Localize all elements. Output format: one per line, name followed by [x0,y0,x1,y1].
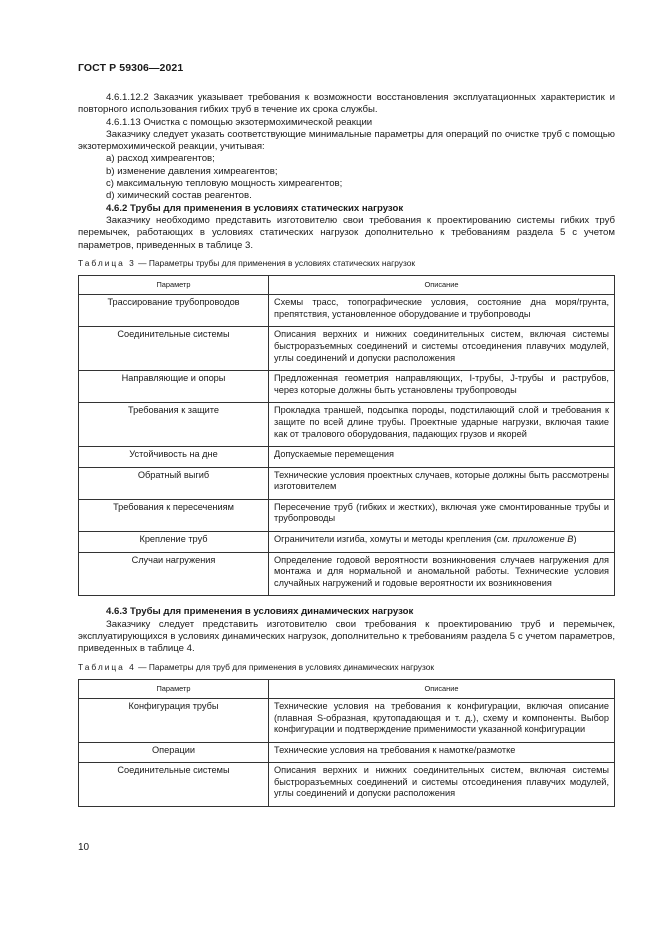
param-cell: Устойчивость на дне [79,447,269,468]
paragraph: Заказчику следует представить изготовителю свои требования к проектированию труб и перемычек, эксплуатирующихся в условиях динамических нагрузок, дополнительно к требованиям раздела 5 с учетом параметров, приведенных в таблице 4. [78,618,615,655]
desc-cell: Описания верхних и нижних соединительных систем, включая системы быстроразъемных соединений и системы отсоединения плавучих модулей, углы соединений и допуски расположения [269,327,615,371]
column-header-desc: Описание [269,679,615,698]
column-header-param: Параметр [79,276,269,295]
desc-cell: Прокладка траншей, подсыпка породы, подстилающий слой и требования к защите по всей длине трубы. Проектные ударные нагрузки, включая такие как от тралового оборудования, падающих грузов и якорей [269,403,615,447]
list-item: c) максимальную тепловую мощность химреагентов; [106,178,343,190]
section-heading: 4.6.2 Трубы для применения в условиях статических нагрузок [106,202,404,214]
table-row [79,763,615,807]
table-row [79,467,615,499]
table-3 [78,275,615,596]
table-4 [78,679,615,807]
table-caption [78,661,615,673]
param-cell: Конфигурация трубы [79,698,269,742]
param-cell: Требования к защите [79,403,269,447]
table-caption-label: Таблица 4 [78,661,136,672]
desc-text: Ограничители изгиба, хомуты и методы крепления ( [274,534,497,545]
table-row [79,327,615,371]
page-number: 10 [78,842,90,853]
table-row [79,532,615,553]
desc-tail: ) [573,534,577,545]
paragraph: 4.6.1.12.2 Заказчик указывает требования к возможности восстановления эксплуатационных характеристик и повторного использования гибких труб в течение их срока службы. [78,92,615,116]
table-caption-text: — Параметры для труб для применения в условиях динамических нагрузок [135,661,435,672]
table-row [79,295,615,327]
list-item: b) изменение давления химреагентов; [106,165,278,177]
desc-cell [269,532,615,553]
desc-cell: Схемы трасс, топографические условия, состояние дна моря/грунта, препятствия, установленное оборудование и трубопроводы [269,295,615,327]
table-row [79,552,615,596]
table-caption [78,257,615,269]
param-cell: Операции [79,742,269,763]
table-header-row [79,679,615,698]
param-cell: Трассирование трубопроводов [79,295,269,327]
param-cell: Случаи нагружения [79,552,269,596]
table-row [79,371,615,403]
param-cell: Обратный выгиб [79,467,269,499]
desc-cell: Предложенная геометрия направляющих, I-трубы, J-трубы и раструбов, через которые должны быть установлены трубопроводы [269,371,615,403]
param-cell: Требования к пересечениям [79,499,269,531]
desc-cell: Технические условия на требования к конфигурации, включая описание (плавная S-образная, крутопадающая и т. д.), схему и компоненты. Выбор конфигурации и подтверждение применимости указанной конфигурации [269,698,615,742]
table-caption-label: Таблица 3 [78,257,136,268]
annex-reference: см. приложение В [496,534,574,545]
table-header-row [79,276,615,295]
desc-cell: Технические условия на требования к намотке/размотке [269,742,615,763]
section-heading: 4.6.3 Трубы для применения в условиях динамических нагрузок [106,606,414,618]
table-row [79,698,615,742]
paragraph: Заказчику следует указать соответствующие минимальные параметры для операций по очистке труб с помощью экзотермохимической реакции, учитывая: [78,128,615,153]
paragraph: 4.6.1.13 Очистка с помощью экзотермохимической реакции [106,116,373,128]
list-item: d) химический состав реагентов. [106,190,252,202]
column-header-param: Параметр [79,679,269,698]
table-row [79,403,615,447]
desc-cell: Пересечение труб (гибких и жестких), включая уже смонтированные трубы и трубопроводы [269,499,615,531]
param-cell: Соединительные системы [79,327,269,371]
param-cell: Направляющие и опоры [79,371,269,403]
column-header-desc: Описание [269,276,615,295]
desc-cell: Определение годовой вероятности возникновения случаев нагружения для монтажа и для нормальной и аномальной работы. Технические условия случайных нагружений и годовые вероятности их возникновения [269,552,615,596]
desc-cell: Допускаемые перемещения [269,447,615,468]
desc-cell: Описания верхних и нижних соединительных систем, включая системы быстроразъемных соединений и системы отсоединения плавучих модулей, углы соединений и допуски расположения [269,763,615,807]
table-caption-text: — Параметры трубы для применения в условиях статических нагрузок [135,257,416,268]
paragraph: Заказчику необходимо представить изготовителю свои требования к проектированию системы гибких труб перемычек, работающих в условиях статических нагрузок дополнительно к требованиям раздела 5 с учетом параметров, приведенных в таблице 3. [78,214,615,251]
param-cell: Крепление труб [79,532,269,553]
desc-cell: Технические условия проектных случаев, которые должны быть рассмотрены изготовителем [269,467,615,499]
document-body [78,92,615,807]
list-item: a) расход химреагентов; [106,153,215,165]
table-row [79,447,615,468]
table-row [79,742,615,763]
doc-header: ГОСТ Р 59306—2021 [78,62,184,74]
table-row [79,499,615,531]
param-cell: Соединительные системы [79,763,269,807]
